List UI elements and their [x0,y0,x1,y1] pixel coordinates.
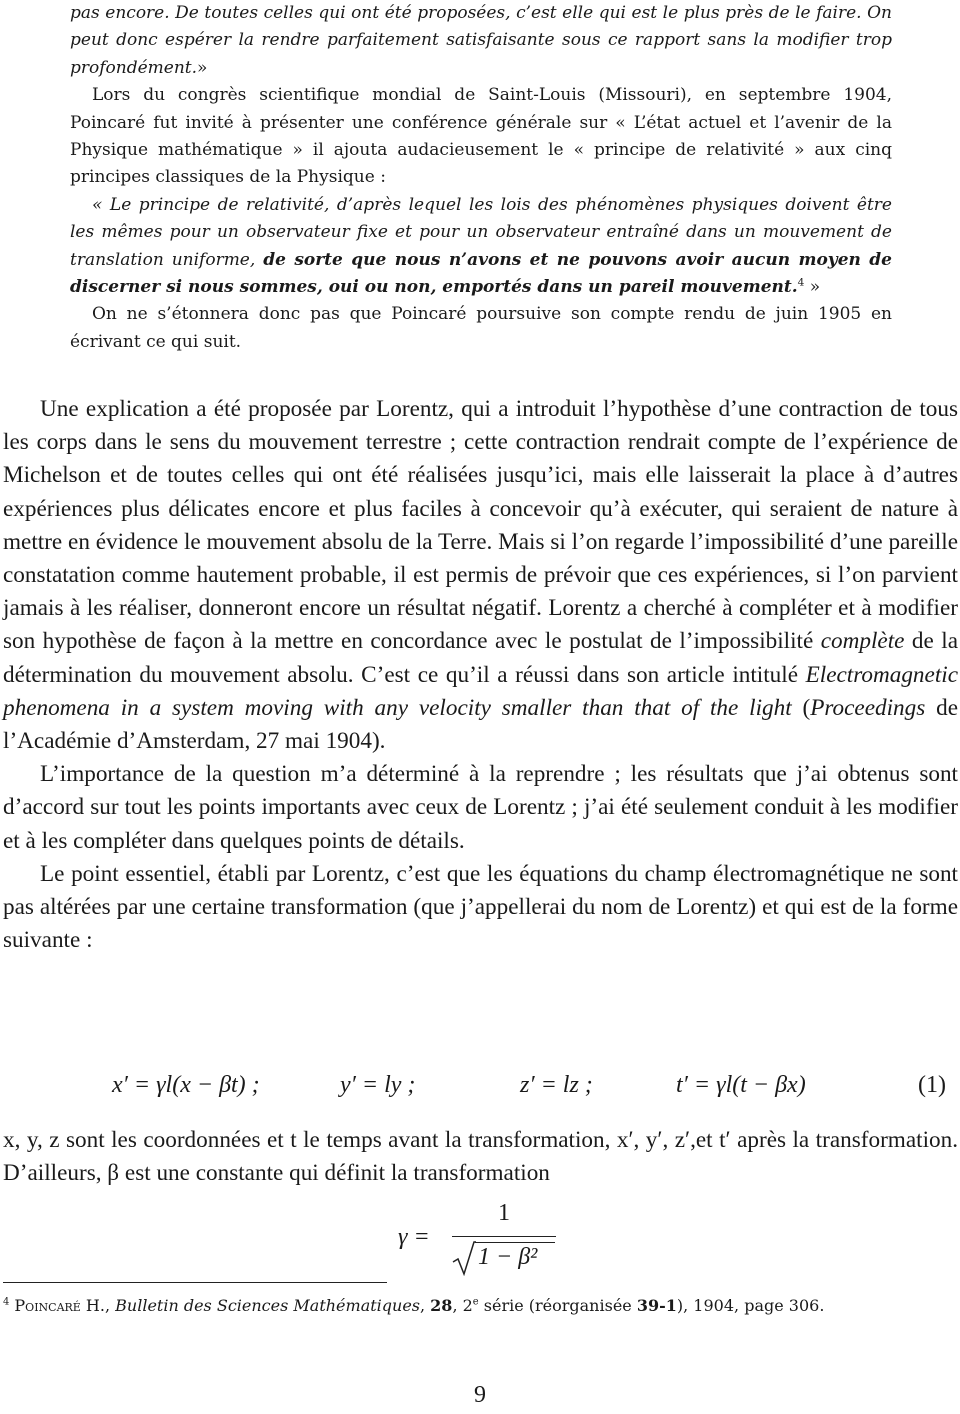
footnote-volume: 28 [430,1296,453,1315]
footnote-separator [3,1282,387,1283]
equation-number: (1) [918,1072,946,1098]
equation-y: y′ = ly ; [340,1072,416,1098]
gamma-numerator: 1 [498,1200,510,1226]
page-number: 9 [474,1382,486,1408]
footnote-journal: Bulletin des Sciences Mathématiques [115,1296,420,1315]
definition-text: x, y, z sont les coordonnées et t le temps avant la transformation, x′, y′, z′,et t′ après la transformation. D’ailleurs, β est une constante qui définit la transformation [3,1127,958,1187]
equation-z: z′ = lz ; [520,1072,593,1098]
sqrt-bar [475,1242,555,1243]
equation-t: t′ = γl(t − βx) [676,1072,806,1098]
quote-paragraph-3: « Le principe de relativité, d’après lequel les lois des phénomènes physiques doivent être les mêmes pour un observateur fixe et pour un observateur entraîné dans un mouvement de translation uniforme, de sorte que nous n’avons et ne pouvons avoir aucun moyen de discerner si nous sommes, oui ou non, emportés dans un pareil mouvement.$^4$ » [70,194,892,298]
footnote: $^4$ Poincaré H., Bulletin des Sciences Mathématiques, 28, 2e série (réorganisée 39-1), 1904, page 306. [3,1296,825,1315]
equation-1 [0,1068,960,1108]
footnote-mark: 4 [3,1296,10,1308]
footnote-ref[interactable]: 4 [797,276,805,289]
gamma-equation [398,1200,578,1280]
definition-paragraph [3,1124,958,1190]
quotation-block [70,0,892,356]
equation-x: x′ = γl(x − βt) ; [112,1072,260,1098]
body-paragraph-3: Le point essentiel, établi par Lorentz, c’est que les équations du champ électromagnétique ne sont pas altérées par une certaine transformation (que j’appellerai du nom de Lorentz) et qui est de la forme suivante : [3,860,958,954]
body-paragraph-1: Une explication a été proposée par Lorentz, qui a introduit l’hypothèse d’une contraction de tous les corps dans le sens du mouvement terrestre ; cette contraction rendrait compte de l’expérience de Michelson et de toutes celles qui ont été réalisées jusqu’ici, mais elle laisserait la place à d’autres expériences plus délicates encore et plus faciles à concevoir qu’à exécuter, qui seraient de nature à mettre en évidence le mouvement absolu de la Terre. Mais si l’on regarde l’impossibilité d’une pareille constatation comme hautement probable, il est permis de prévoir que ces expériences, si l’on parvient jamais à les réaliser, donneront encore un résultat négatif. Lorentz a cherché à compléter et à modifier son hypothèse de façon à la mettre en concordance avec le postulat de l’impossibilité complète de la détermination du mouvement absolu. C’est ce qu’il a réussi dans son article intitulé Electromagnetic phenomena in a system moving with any velocity smaller than that of the light (Proceedings de l’Académie d’Amsterdam, 27 mai 1904). [3,396,958,755]
sqrt-icon [452,1240,476,1276]
fraction-bar [452,1236,556,1237]
quote-paragraph-1: pas encore. De toutes celles qui ont été proposées, c’est elle qui est le plus près de le faire. On peut donc espérer la rendre parfaitement satisfaisante sous ce rapport sans la modifier trop profondément.» [70,3,892,78]
quote-paragraph-4: On ne s’étonnera donc pas que Poincaré poursuive son compte rendu de juin 1905 en écrivant ce qui suit. [70,304,892,352]
body-paragraph-2: L’importance de la question m’a déterminé à la reprendre ; les résultats que j’ai obtenus sont d’accord sur tout les points importants avec ceux de Lorentz ; j’ai été seulement conduit à les modifier et à les compléter dans quelques points de détails. [3,761,958,854]
gamma-denominator: 1 − β² [478,1244,538,1270]
footnote-author: Poincaré H. [14,1296,105,1315]
gamma-lhs: γ = [398,1224,430,1250]
body-text [3,393,958,957]
quote-paragraph-2: Lors du congrès scientifique mondial de Saint-Louis (Missouri), en septembre 1904, Poincaré fut invité à présenter une conférence générale sur « L’état actuel et l’avenir de la Physique mathématique » il ajouta audacieusement le « principe de relativité » aux cinq principes classiques de la Physique : [70,85,892,188]
